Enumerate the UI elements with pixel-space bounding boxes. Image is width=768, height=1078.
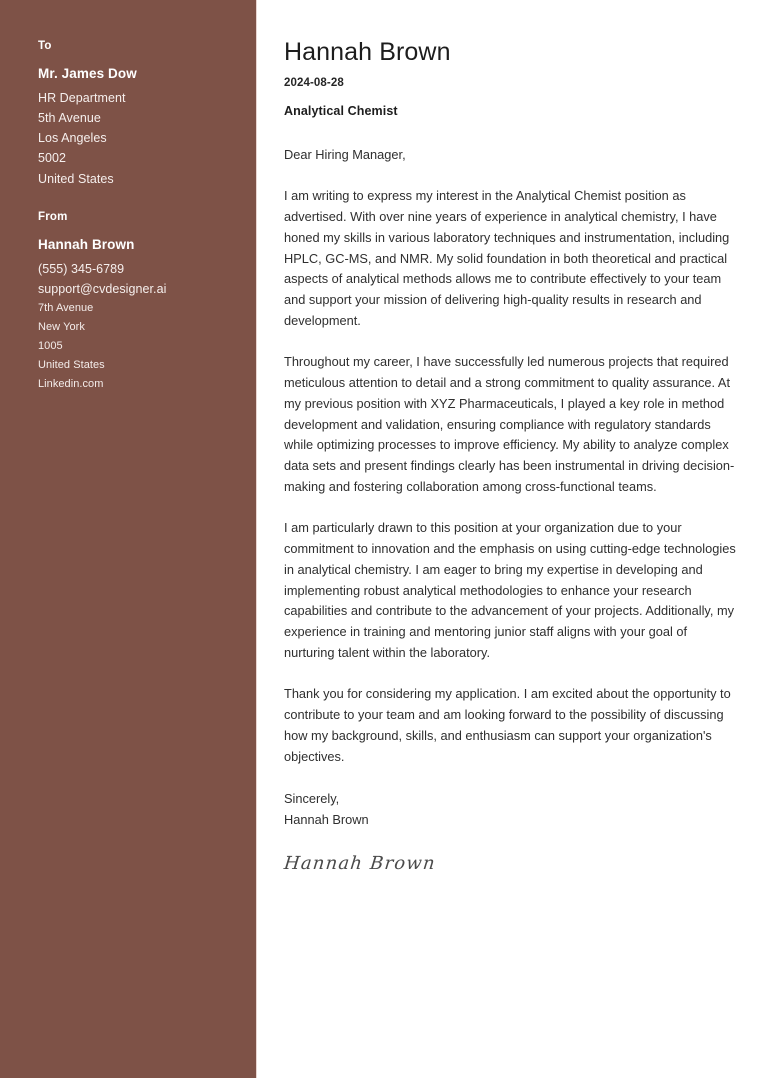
sender-block <box>38 211 236 394</box>
closing-name: Hannah Brown <box>284 812 369 828</box>
recipient-line: United States <box>38 171 114 186</box>
to-heading: To <box>38 40 52 52</box>
recipient-name: Mr. James Dow <box>38 65 137 81</box>
signature: Hannah Brown <box>282 852 437 874</box>
sender-line: New York <box>38 321 85 334</box>
sidebar-spacer <box>38 189 236 211</box>
body-paragraph: Throughout my career, I have successfully led numerous projects that required meticulous attention to detail and a strong commitment to quality assurance. At my previous position with XYZ Pharmaceuticals, I played a key role in method development and validation, ensuring compliance with regulatory standards while optimizing processes to improve efficiency. My ability to analyze complex data sets and present findings clearly has been instrumental in driving decision-making and fostering collaboration among cross-functional teams. <box>284 354 735 494</box>
sender-phone[interactable]: (555) 345-6789 <box>38 261 125 276</box>
sender-website[interactable]: Linkedin.com <box>38 377 104 390</box>
sidebar <box>0 0 257 1078</box>
recipient-line: 5002 <box>38 151 67 166</box>
body-paragraph: I am writing to express my interest in the Analytical Chemist position as advertised. With over nine years of experience in analytical chemistry, I have honed my skills in various laboratory techniques and instrumentation, including HPLC, GC-MS, and NMR. My solid foundation in both theoretical and practical aspects of analytical methods allows me to contribute effectively to your team and support your mission of delivering high-quality results in research and development. <box>284 188 730 328</box>
recipient-line: 5th Avenue <box>38 110 101 125</box>
closing-block <box>284 789 740 830</box>
recipient-line: HR Department <box>38 90 126 105</box>
letter-date: 2024-08-28 <box>284 76 344 89</box>
job-title: Analytical Chemist <box>284 103 398 118</box>
sender-line: 7th Avenue <box>38 302 94 315</box>
recipient-block <box>38 40 236 189</box>
page-title: Hannah Brown <box>284 38 451 66</box>
letter-content <box>258 0 768 1078</box>
body-paragraph: I am particularly drawn to this position at your organization due to your commitment to innovation and the emphasis on using cutting-edge technologies in analytical chemistry. I am eager to bring my expertise in developing and implementing robust analytical methodologies to enhance your research capabilities and contribute to the advancement of your projects. Additionally, my experience in training and mentoring junior staff aligns with your goal of nurturing talent within the laboratory. <box>284 520 736 660</box>
closing-salutation: Sincerely, <box>284 791 340 807</box>
salutation: Dear Hiring Manager, <box>284 146 406 162</box>
sender-email[interactable]: support@cvdesigner.ai <box>38 281 167 296</box>
sender-name: Hannah Brown <box>38 236 135 252</box>
sender-line: 1005 <box>38 340 63 352</box>
body-paragraph: Thank you for considering my application. I am excited about the opportunity to contribute to your team and am looking forward to the possibility of discussing how my background, skills, and enthusiasm can support your organization's objectives. <box>284 686 731 764</box>
from-heading: From <box>38 210 68 223</box>
sender-line: United States <box>38 358 105 371</box>
recipient-line: Los Angeles <box>38 131 107 146</box>
